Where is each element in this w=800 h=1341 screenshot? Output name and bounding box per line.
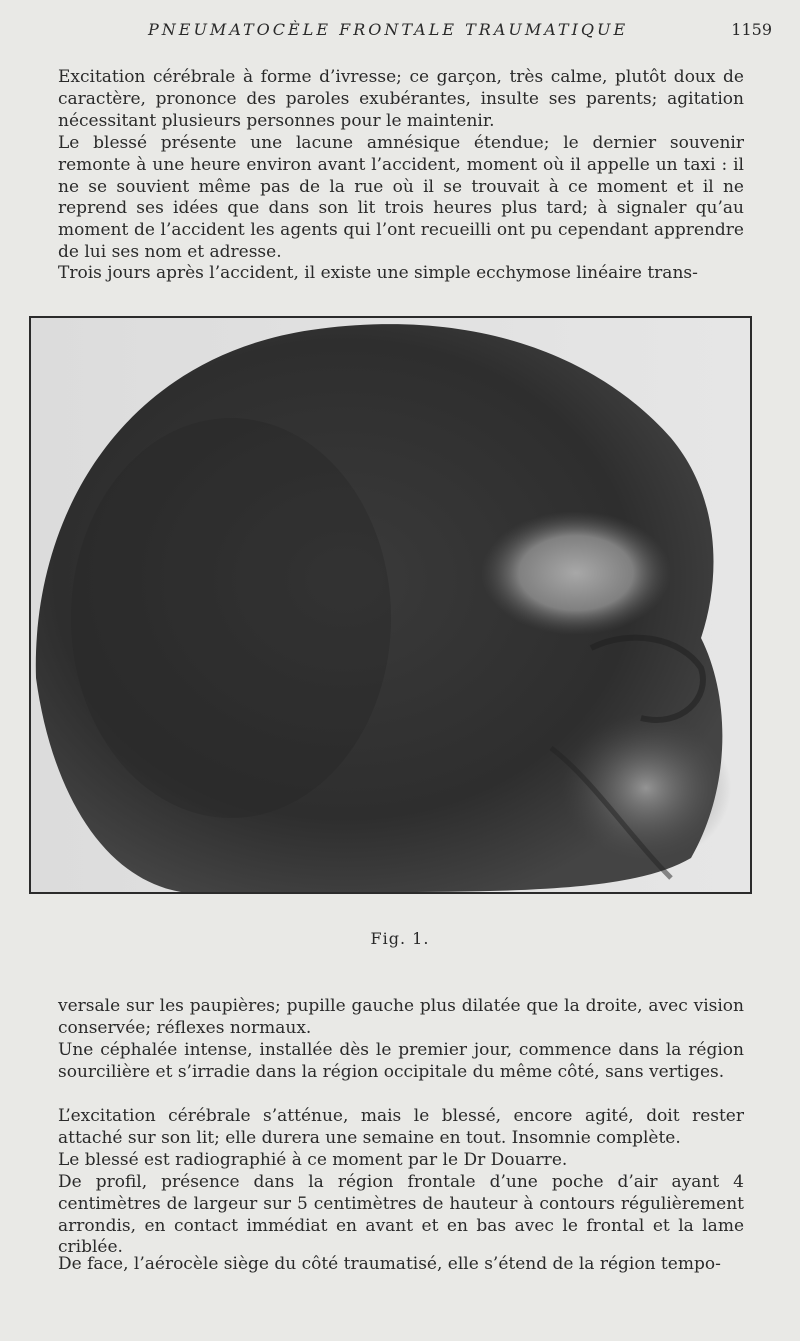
page-number: 1159 (731, 20, 772, 39)
paragraph-three-days: Trois jours après l’accident, il existe une simple ecchymose linéaire trans- (58, 263, 698, 283)
paragraph-headache: Une céphalée intense, installée dès le premier jour, commence dans la région sourcilière et s’irradie dans la région occipitale du même côté, sans vertiges. (58, 1040, 744, 1082)
figure-caption: Fig. 1. (370, 929, 430, 948)
paragraph-pupil: versale sur les paupières; pupille gauche plus dilatée que la droite, avec vision conservée; réflexes normaux. (58, 996, 744, 1038)
skull-radiograph-image (31, 318, 750, 892)
paragraph-face: De face, l’aérocèle siège du côté traumatisé, elle s’étend de la région tempo- (58, 1254, 721, 1274)
paragraph-profile: De profil, présence dans la région frontale d’une poche d’air ayant 4 centimètres de largeur sur 5 centimètres de hauteur à contours régulièrement arrondis, en contact immédiat en avant et en bas avec le frontal et la lame criblée. (58, 1172, 744, 1258)
running-title: PNEUMATOCÈLE FRONTALE TRAUMATIQUE (148, 20, 629, 39)
page-header (60, 20, 772, 46)
paragraph-radiograph: Le blessé est radiographié à ce moment par le Dr Douarre. (58, 1150, 568, 1170)
paragraph-excitation-fades: L’excitation cérébrale s’atténue, mais le blessé, encore agité, doit rester attaché sur son lit; elle durera une semaine en tout. Insomnie complète. (58, 1106, 744, 1148)
paragraph-amnesia: Le blessé présente une lacune amnésique étendue; le dernier souvenir remonte à une heure environ avant l’accident, moment où il appelle un taxi : il ne se souvient même pas de la rue où il se trouvait à ce moment et il ne reprend ses idées que dans son lit trois heures plus tard; à signaler qu’au moment de l’accident les agents qui l’ont recueilli ont pu cependant apprendre de lui ses nom et adresse. (58, 133, 744, 262)
paragraph-excitation: Excitation cérébrale à forme d’ivresse; ce garçon, très calme, plutôt doux de caractère, prononce des paroles exubérantes, insulte ses parents; agitation nécessitant plusieurs personnes pour le maintenir. (58, 67, 744, 131)
skull-radiograph-figure (29, 316, 752, 894)
